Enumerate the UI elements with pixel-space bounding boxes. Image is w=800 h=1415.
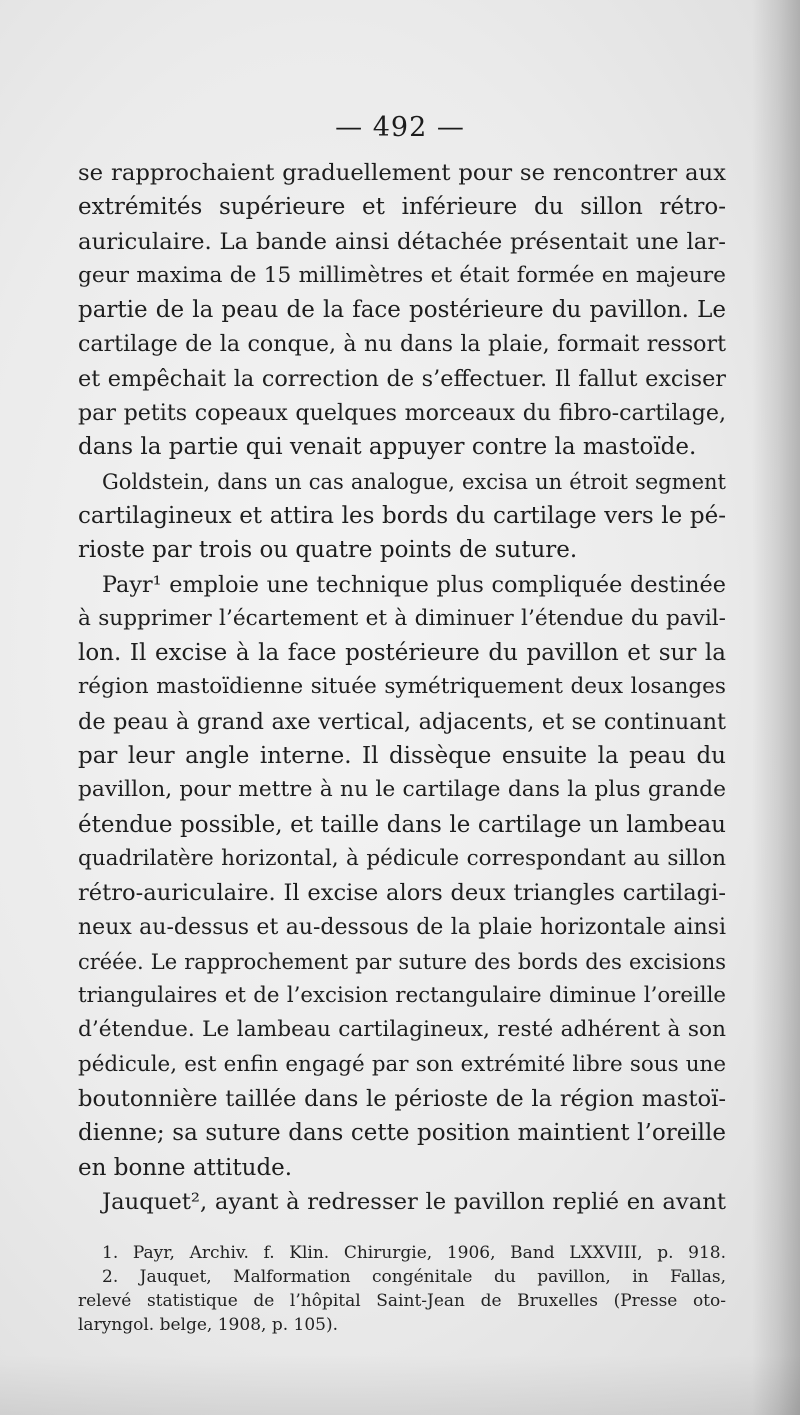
body-line: rétro-auriculaire. Il excise alors deux triangles cartilagi- [78,880,726,907]
footnote-line: laryngol. belge, 1908, p. 105). [78,1315,338,1335]
body-line: à supprimer l’écartement et à diminuer l’étendue du pavil- [78,605,726,631]
body-line: cartilagineux et attira les bords du cartilage vers le pé- [78,502,726,529]
body-line: par leur angle interne. Il dissèque ensuite la peau du [78,743,726,770]
body-line: et empêchait la correction de s’effectuer. Il fallut exciser [78,365,726,392]
body-line: Goldstein, dans un cas analogue, excisa un étroit segment [102,469,726,494]
body-line: rioste par trois ou quatre points de suture. [78,537,578,564]
body-line: cartilage de la conque, à nu dans la plaie, formait ressort [78,331,726,358]
body-line: lon. Il excise à la face postérieure du pavillon et sur la [78,640,726,667]
body-line: étendue possible, et taille dans le cartilage un lambeau [78,811,726,838]
body-line: neux au-dessus et au-dessous de la plaie horizontale ainsi [78,914,726,940]
body-line: pédicule, est enfin engagé par son extrémité libre sous une [78,1051,726,1077]
body-line: de peau à grand axe vertical, adjacents, et se continuant [78,708,726,735]
body-line: Payr¹ emploie une technique plus compliquée destinée [102,571,726,598]
body-line: par petits copeaux quelques morceaux du fibro-cartilage, [78,400,726,427]
page-edge-shadow [752,0,800,1415]
body-line: extrémités supérieure et inférieure du sillon rétro- [78,194,726,221]
body-line: pavillon, pour mettre à nu le cartilage dans la plus grande [78,777,726,803]
body-line: boutonnière taillée dans le périoste de la région mastoï- [78,1086,726,1113]
footnotes [78,1241,726,1337]
body-line: Jauquet², ayant à redresser le pavillon replié en avant [102,1188,726,1215]
body-line: triangulaires et de l’excision rectangulaire diminue l’oreille [78,983,726,1009]
body-text [78,156,726,1219]
body-line: partie de la peau de la face postérieure du pavillon. Le [78,297,726,324]
footnote-line: 1. Payr, Archiv. f. Klin. Chirurgie, 1906, Band LXXVIII, p. 918. [102,1243,726,1263]
body-line: dienne; sa suture dans cette position maintient l’oreille [78,1120,726,1147]
footnote-line: relevé statistique de l’hôpital Saint-Jean de Bruxelles (Presse oto- [78,1291,726,1311]
body-line: dans la partie qui venait appuyer contre la mastoïde. [78,434,697,461]
body-line: région mastoïdienne située symétriquement deux losanges [78,674,726,700]
body-line: se rapprochaient graduellement pour se rencontrer aux [78,160,726,186]
page-bottom-shadow [0,1355,800,1415]
body-line: quadrilatère horizontal, à pédicule correspondant au sillon [78,845,726,871]
body-line: geur maxima de 15 millimètres et était formée en majeure [78,262,726,288]
body-line: d’étendue. Le lambeau cartilagineux, resté adhérent à son [78,1017,726,1043]
footnote-line: 2. Jauquet, Malformation congénitale du pavillon, in Fallas, [102,1267,726,1287]
body-line: auriculaire. La bande ainsi détachée présentait une lar- [78,228,726,255]
body-line: en bonne attitude. [78,1154,293,1181]
page-number: — 492 — [335,112,465,143]
body-line: créée. Le rapprochement par suture des bords des excisions [78,949,726,974]
